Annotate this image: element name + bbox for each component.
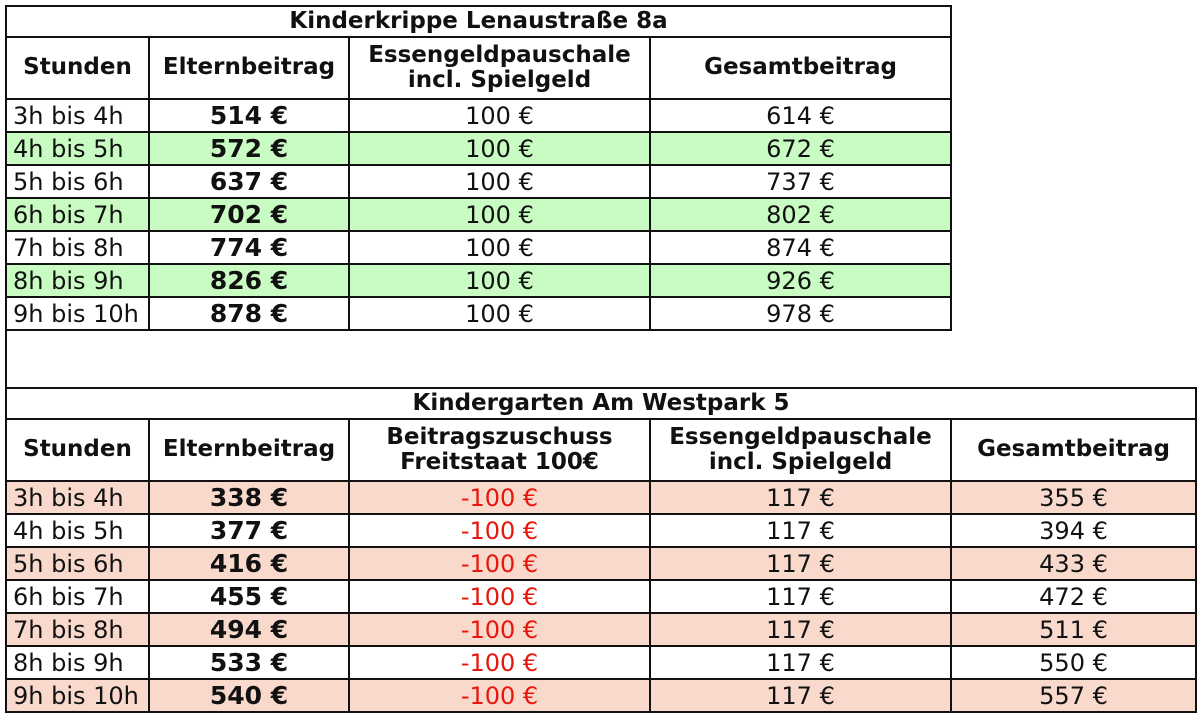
cell-stunden: 8h bis 9h [6, 646, 149, 679]
table-row [6, 613, 1196, 646]
cell-elternbeitrag: 494 € [149, 613, 349, 646]
cell-essengeld: 117 € [650, 613, 951, 646]
table-row [6, 297, 951, 330]
table-row [6, 165, 951, 198]
cell-zuschuss: -100 € [349, 679, 650, 712]
cell-zuschuss: -100 € [349, 514, 650, 547]
cell-essengeld: 117 € [650, 481, 951, 514]
header-elternbeitrag: Elternbeitrag [149, 419, 349, 481]
cell-essengeld: 117 € [650, 580, 951, 613]
table-divider [5, 326, 7, 388]
cell-gesamtbeitrag: 557 € [951, 679, 1196, 712]
cell-zuschuss: -100 € [349, 646, 650, 679]
header-gesamtbeitrag: Gesamtbeitrag [650, 37, 951, 99]
header-elternbeitrag: Elternbeitrag [149, 37, 349, 99]
header-essengeld: Essengeldpauschale incl. Spielgeld [650, 419, 951, 481]
cell-elternbeitrag: 637 € [149, 165, 349, 198]
table-row [6, 198, 951, 231]
cell-elternbeitrag: 572 € [149, 132, 349, 165]
cell-elternbeitrag: 514 € [149, 99, 349, 132]
header-zuschuss: Beitragszuschuss Freitstaat 100€ [349, 419, 650, 481]
header-essengeld: Essengeldpauschale incl. Spielgeld [349, 37, 650, 99]
cell-stunden: 3h bis 4h [6, 481, 149, 514]
table-row [6, 231, 951, 264]
table-row [6, 264, 951, 297]
header-stunden: Stunden [6, 37, 149, 99]
cell-essengeld: 100 € [349, 231, 650, 264]
kindergarten-rows [6, 481, 1196, 712]
cell-elternbeitrag: 338 € [149, 481, 349, 514]
cell-essengeld: 100 € [349, 99, 650, 132]
cell-elternbeitrag: 540 € [149, 679, 349, 712]
table-row [6, 547, 1196, 580]
cell-zuschuss: -100 € [349, 613, 650, 646]
cell-essengeld: 117 € [650, 646, 951, 679]
cell-stunden: 9h bis 10h [6, 679, 149, 712]
cell-gesamtbeitrag: 874 € [650, 231, 951, 264]
cell-essengeld: 100 € [349, 297, 650, 330]
header-stunden: Stunden [6, 419, 149, 481]
cell-elternbeitrag: 533 € [149, 646, 349, 679]
cell-gesamtbeitrag: 672 € [650, 132, 951, 165]
cell-stunden: 9h bis 10h [6, 297, 149, 330]
cell-essengeld: 100 € [349, 198, 650, 231]
table-row [6, 580, 1196, 613]
kindergarten-table [5, 387, 1197, 713]
cell-elternbeitrag: 377 € [149, 514, 349, 547]
cell-gesamtbeitrag: 511 € [951, 613, 1196, 646]
cell-essengeld: 100 € [349, 165, 650, 198]
krippe-rows [6, 99, 951, 330]
cell-elternbeitrag: 455 € [149, 580, 349, 613]
cell-essengeld: 100 € [349, 264, 650, 297]
table-row [6, 481, 1196, 514]
cell-gesamtbeitrag: 926 € [650, 264, 951, 297]
table-row [6, 646, 1196, 679]
cell-zuschuss: -100 € [349, 580, 650, 613]
cell-stunden: 7h bis 8h [6, 231, 149, 264]
cell-stunden: 4h bis 5h [6, 514, 149, 547]
cell-essengeld: 117 € [650, 547, 951, 580]
table-row [6, 99, 951, 132]
cell-stunden: 6h bis 7h [6, 580, 149, 613]
cell-elternbeitrag: 416 € [149, 547, 349, 580]
cell-stunden: 8h bis 9h [6, 264, 149, 297]
cell-gesamtbeitrag: 802 € [650, 198, 951, 231]
cell-zuschuss: -100 € [349, 481, 650, 514]
cell-elternbeitrag: 702 € [149, 198, 349, 231]
cell-gesamtbeitrag: 550 € [951, 646, 1196, 679]
cell-stunden: 7h bis 8h [6, 613, 149, 646]
cell-gesamtbeitrag: 433 € [951, 547, 1196, 580]
cell-gesamtbeitrag: 394 € [951, 514, 1196, 547]
cell-elternbeitrag: 878 € [149, 297, 349, 330]
cell-stunden: 6h bis 7h [6, 198, 149, 231]
table-row [6, 132, 951, 165]
table-row [6, 679, 1196, 712]
cell-essengeld: 100 € [349, 132, 650, 165]
kindergarten-title: Kindergarten Am Westpark 5 [6, 388, 1196, 419]
cell-zuschuss: -100 € [349, 547, 650, 580]
cell-gesamtbeitrag: 614 € [650, 99, 951, 132]
table-row [6, 514, 1196, 547]
cell-elternbeitrag: 826 € [149, 264, 349, 297]
cell-stunden: 5h bis 6h [6, 165, 149, 198]
cell-stunden: 3h bis 4h [6, 99, 149, 132]
header-gesamtbeitrag: Gesamtbeitrag [951, 419, 1196, 481]
cell-stunden: 4h bis 5h [6, 132, 149, 165]
cell-gesamtbeitrag: 978 € [650, 297, 951, 330]
cell-essengeld: 117 € [650, 679, 951, 712]
cell-elternbeitrag: 774 € [149, 231, 349, 264]
krippe-table [5, 5, 952, 331]
cell-stunden: 5h bis 6h [6, 547, 149, 580]
cell-essengeld: 117 € [650, 514, 951, 547]
cell-gesamtbeitrag: 472 € [951, 580, 1196, 613]
cell-gesamtbeitrag: 355 € [951, 481, 1196, 514]
krippe-title: Kinderkrippe Lenaustraße 8a [6, 6, 951, 37]
cell-gesamtbeitrag: 737 € [650, 165, 951, 198]
